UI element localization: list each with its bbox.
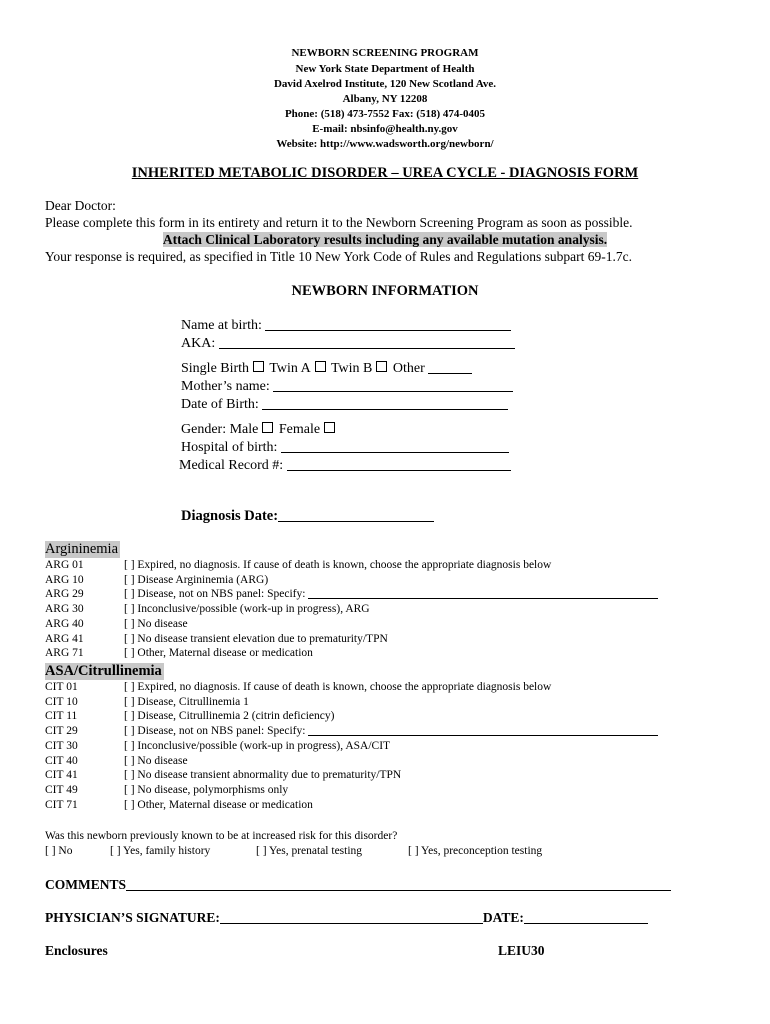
diagnosis-date-label: Diagnosis Date:: [181, 508, 279, 524]
arg-row-option-text: [ ] Disease, not on NBS panel: Specify:: [124, 588, 306, 601]
signature-row: [45, 910, 648, 926]
risk-option-preconception[interactable]: [ ] Yes, preconception testing: [408, 845, 543, 857]
arg-row-option[interactable]: [124, 588, 658, 603]
cit-row-option-text: [ ] No disease transient abnormality due to prematurity/TPN: [124, 769, 402, 782]
arg-row-option[interactable]: [124, 618, 188, 633]
header-phone: Phone: (518) 473-7552 Fax: (518) 474-0405: [284, 108, 486, 120]
medical-record-row: [179, 458, 511, 474]
gender-male-label: Gender: Male: [181, 422, 259, 437]
twin-b-checkbox[interactable]: [376, 361, 387, 372]
salutation: Dear Doctor:: [45, 198, 116, 213]
twin-b-label: Twin B: [330, 361, 373, 376]
diagnosis-date-field[interactable]: [278, 509, 434, 522]
comments-row: [45, 877, 671, 893]
single-birth-label: Single Birth: [181, 361, 250, 376]
cit-row-option-text: [ ] Expired, no diagnosis. If cause of death is known, choose the appropriate diagnosis below: [124, 681, 552, 693]
arg-row-option-text: [ ] No disease transient elevation due to prematurity/TPN: [124, 632, 388, 645]
header-website: Website: http://www.wadsworth.org/newborn/: [276, 138, 494, 150]
male-checkbox[interactable]: [262, 422, 273, 433]
aka-row: [181, 336, 515, 352]
cit-row-option-text: [ ] Disease, Citrullinemia 2 (citrin deficiency): [124, 710, 335, 723]
arg-row-code: ARG 01: [45, 559, 84, 571]
cit-row-option[interactable]: [124, 681, 551, 696]
header-city: Albany, NY 12208: [342, 93, 428, 105]
arg-row-option-text: [ ] Other, Maternal disease or medication: [124, 647, 313, 660]
newborn-section-title: NEWBORN INFORMATION: [291, 283, 479, 299]
name-at-birth-row: [181, 318, 511, 334]
arg-row-code: ARG 71: [45, 647, 84, 660]
arg-row-code: ARG 10: [45, 573, 84, 586]
twin-a-checkbox[interactable]: [315, 361, 326, 372]
arg-row-option[interactable]: [124, 559, 551, 574]
intro-line-3: Your response is required, as specified in Title 10 New York Code of Rules and Regulations subpart 69-1.7c.: [45, 249, 632, 264]
arg-row-code: ARG 30: [45, 603, 84, 616]
female-label: Female: [278, 422, 321, 437]
cit-row-option-text: [ ] Disease, not on NBS panel: Specify:: [124, 725, 306, 738]
arg-row-option-text: [ ] Expired, no diagnosis. If cause of death is known, choose the appropriate diagnosis below: [124, 559, 552, 571]
cit-row-option[interactable]: [124, 769, 401, 784]
header-department: New York State Department of Health: [295, 63, 475, 75]
arg-row-option-text: [ ] Inconclusive/possible (work-up in progress), ARG: [124, 603, 370, 616]
other-field[interactable]: [428, 361, 472, 374]
form-title: [0, 165, 770, 182]
cit-row-code: CIT 30: [45, 739, 78, 752]
specify-field[interactable]: [308, 588, 658, 599]
cit-row-option[interactable]: [124, 799, 313, 814]
date-label: DATE:: [482, 910, 524, 925]
single-birth-checkbox[interactable]: [253, 361, 264, 372]
cit-row-code: CIT 10: [45, 695, 78, 708]
header-program: NEWBORN SCREENING PROGRAM: [291, 47, 479, 59]
cit-row-code: CIT 11: [45, 710, 78, 723]
gender-row: [181, 422, 337, 438]
arg-row-option[interactable]: [124, 633, 388, 648]
arg-row-option[interactable]: [124, 603, 370, 618]
other-label: Other: [392, 361, 425, 376]
aka-field[interactable]: [219, 336, 515, 349]
arg-row-code: ARG 40: [45, 617, 84, 630]
cit-row-option-text: [ ] Other, Maternal disease or medication: [124, 798, 313, 811]
header-institute: David Axelrod Institute, 120 New Scotland Ave.: [273, 78, 497, 90]
hospital-row: [181, 440, 509, 456]
cit-row-code: CIT 40: [45, 754, 78, 767]
form-title-text: INHERITED METABOLIC DISORDER – UREA CYCLE - DIAGNOSIS FORM: [131, 165, 639, 181]
attach-results-note: Attach Clinical Laboratory results including any available mutation analysis.: [162, 232, 608, 247]
cit-row-code: CIT 49: [45, 783, 78, 796]
risk-question: Was this newborn previously known to be at increased risk for this disorder?: [45, 830, 398, 842]
citrullinemia-heading: ASA/Citrullinemia: [45, 663, 162, 679]
cit-row-option-text: [ ] No disease: [124, 754, 188, 767]
mother-name-row: [181, 379, 513, 395]
physician-signature-field[interactable]: [220, 911, 483, 924]
hospital-field[interactable]: [281, 440, 509, 453]
physician-signature-label: PHYSICIAN’S SIGNATURE:: [45, 910, 220, 925]
form-code: LEIU30: [498, 943, 545, 958]
date-field[interactable]: [524, 911, 648, 924]
cit-row-option[interactable]: [124, 784, 288, 799]
cit-row-option[interactable]: [124, 755, 188, 770]
birth-type-row: [181, 361, 472, 377]
arg-row-code: ARG 29: [45, 588, 84, 601]
cit-row-code: CIT 01: [45, 681, 78, 693]
specify-field[interactable]: [308, 725, 658, 736]
cit-row-code: CIT 29: [45, 725, 78, 738]
arg-row-option[interactable]: [124, 574, 268, 589]
diagnosis-date-row: [181, 508, 434, 525]
mother-name-label: Mother’s name:: [181, 379, 270, 394]
risk-option-prenatal[interactable]: [ ] Yes, prenatal testing: [256, 845, 363, 857]
risk-option-family-history[interactable]: [ ] Yes, family history: [110, 845, 211, 857]
header-email: E-mail: nbsinfo@health.ny.gov: [312, 123, 458, 135]
intro-highlight-line: [0, 232, 770, 248]
cit-row-option[interactable]: [124, 696, 249, 711]
argininemia-heading: Argininemia: [45, 541, 119, 557]
arg-row-option-text: [ ] No disease: [124, 617, 188, 630]
date-of-birth-field[interactable]: [262, 397, 508, 410]
arg-row-option[interactable]: [124, 647, 313, 662]
cit-row-option-text: [ ] No disease, polymorphisms only: [124, 783, 289, 796]
mother-name-field[interactable]: [273, 379, 513, 392]
intro-line-1: Please complete this form in its entirety and return it to the Newborn Screening Program as soon as possible.: [45, 215, 633, 230]
arg-row-code: ARG 41: [45, 632, 84, 645]
medical-record-label: Medical Record #:: [179, 458, 284, 473]
cit-row-option[interactable]: [124, 740, 390, 755]
hospital-label: Hospital of birth:: [181, 440, 278, 455]
name-at-birth-label: Name at birth:: [181, 318, 262, 333]
twin-a-label: Twin A: [269, 361, 311, 376]
date-of-birth-row: [181, 397, 508, 413]
cit-row-option[interactable]: [124, 710, 334, 725]
cit-row-option[interactable]: [124, 725, 658, 740]
medical-record-field[interactable]: [287, 458, 511, 471]
female-checkbox[interactable]: [324, 422, 335, 433]
cit-row-option-text: [ ] Inconclusive/possible (work-up in progress), ASA/CIT: [124, 739, 391, 752]
comments-label: COMMENTS: [45, 877, 126, 892]
cit-row-code: CIT 41: [45, 769, 78, 782]
cit-row-option-text: [ ] Disease, Citrullinemia 1: [124, 695, 249, 708]
name-at-birth-field[interactable]: [265, 318, 511, 331]
risk-option-no[interactable]: [ ] No: [45, 845, 73, 857]
date-of-birth-label: Date of Birth:: [181, 397, 259, 412]
enclosures-label: Enclosures: [45, 943, 108, 958]
aka-label: AKA:: [181, 336, 216, 351]
arg-row-option-text: [ ] Disease Argininemia (ARG): [124, 573, 269, 586]
comments-field[interactable]: [126, 878, 671, 891]
cit-row-code: CIT 71: [45, 798, 78, 811]
